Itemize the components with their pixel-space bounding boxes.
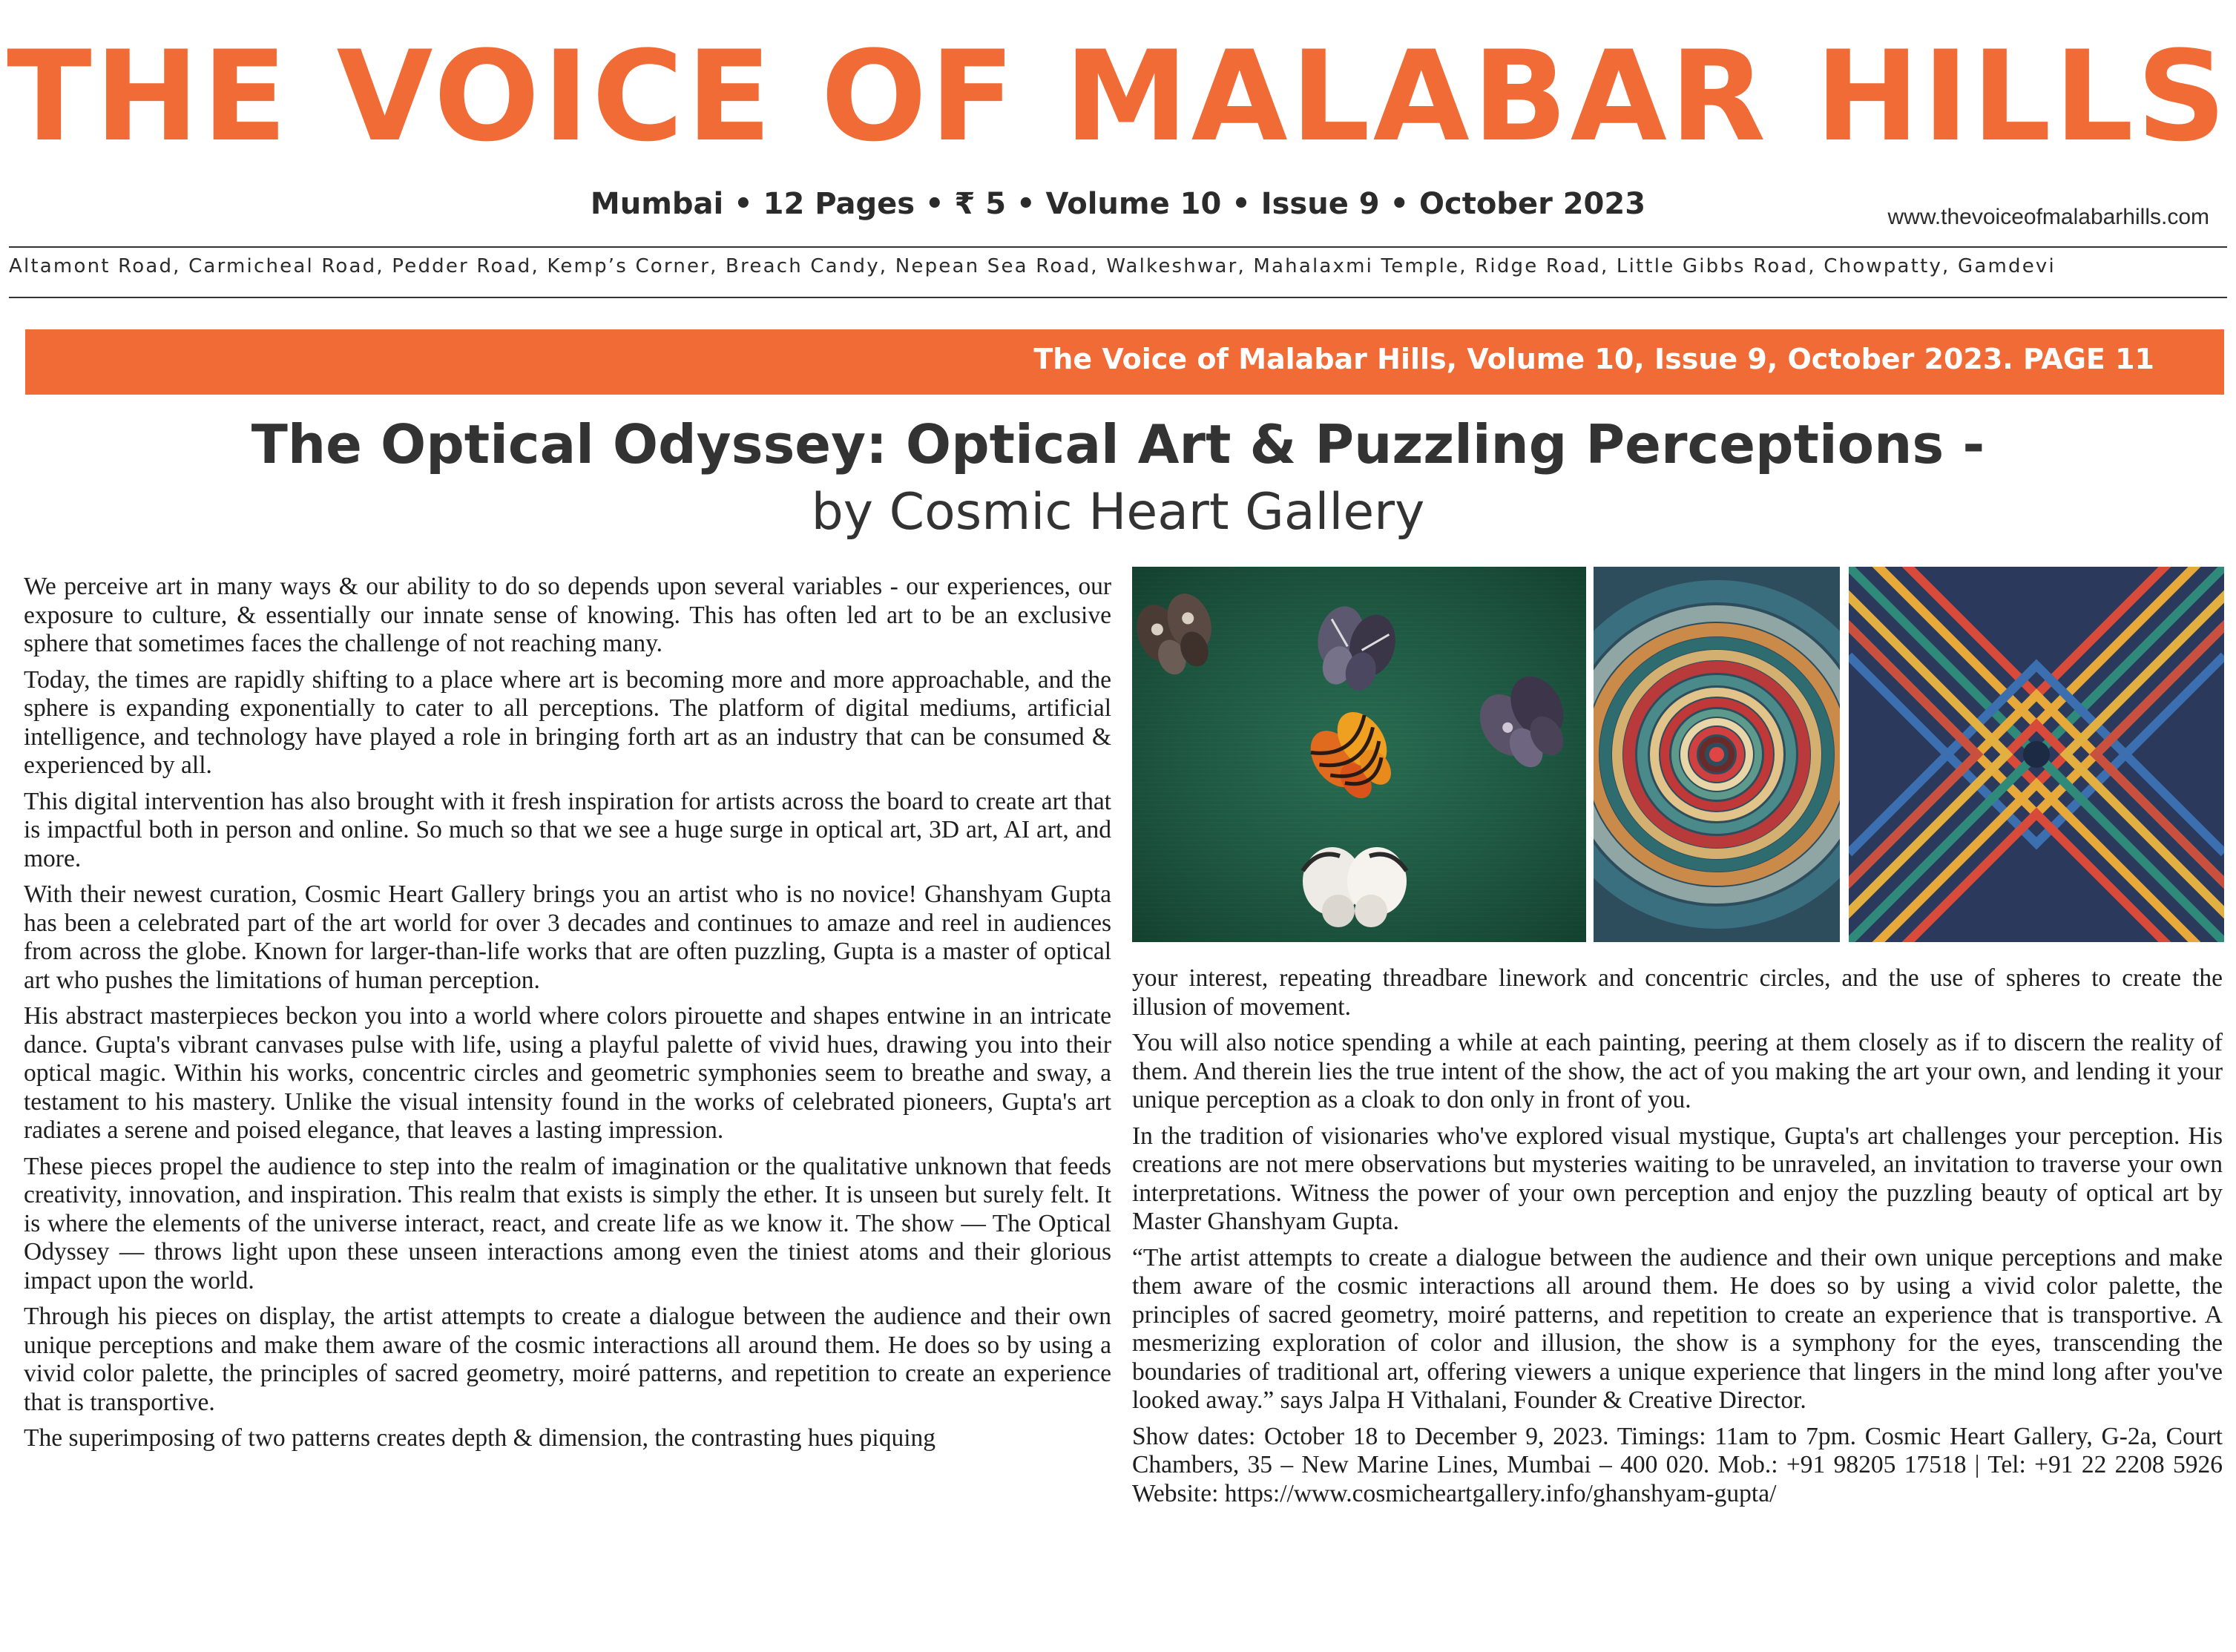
issue-line: Mumbai • 12 Pages • ₹ 5 • Volume 10 • Issue 9 • October 2023 [590,187,1646,221]
paragraph: “The artist attempts to create a dialogue between the audience and their own unique perceptions and make them aware of the cosmic interactions all around them. He does so by using a vivid color palette, the principles of sacred geometry, moiré patterns, and repetition to create an experience that is transportive. A mesmerizing exploration of color and illusion, the show is a symphony for the eyes, transcending the boundaries of traditional art, offering viewers a unique experience that lingers in the mind long after you've looked away.” says Jalpa H Vithalani, Founder & Creative Director. [1132,1243,2223,1414]
paragraph: We perceive art in many ways & our ability to do so depends upon several variables - our experiences, our exposure to culture, & essentially our innate sense of knowing. This has often led art to be an exclusive sphere that sometimes faces the challenge of not reaching many. [24,573,1111,657]
paragraph: your interest, repeating threadbare linework and concentric circles, and the use of spheres to create the illusion of movement. [1132,964,2223,1021]
paragraph: His abstract masterpieces beckon you into a world where colors pirouette and shapes entwine in an intricate dance. Gupta's vibrant canvases pulse with life, using a playful palette of vivid hues, drawing you into their optical magic. Within his works, concentric circles and geometric symphonies seem to breathe and sway, a testament to his mastery. Unlike the visual intensity found in the works of celebrated pioneers, Gupta's art radiates a serene and poised elegance, that leaves a lasting impression. [24,1002,1111,1144]
page-banner [25,329,2224,395]
paragraph: This digital intervention has also brought with it fresh inspiration for artists across the board to create art that is impactful both in person and online. So much so that we see a huge surge in optical art, 3D art, AI art, and more. [24,787,1111,872]
divider-top [9,246,2227,248]
paragraph: You will also notice spending a while at each painting, peering at them closely as if to discern the reality of them. And therein lies the true intent of the show, the act of you making the art your own, and lending it your unique perception as a cloak to don only in front of you. [1132,1029,2223,1113]
paragraph: With their newest curation, Cosmic Heart Gallery brings you an artist who is no novice! Ghanshyam Gupta has been a celebrated part of the art world for over 3 decades and continues to amaze and reel in audiences from across the globe. Known for larger-than-life works that are often puzzling, Gupta is a master of optical art who pushes the limitations of human perception. [24,881,1111,994]
show-details: Show dates: October 18 to December 9, 2023. Timings: 11am to 7pm. Cosmic Heart Gallery, G-2a, Court Chambers, 35 – New Marine Lines, Mumbai – 400 020. Mob.: +91 98205 17518 | Tel: +91 22 2208 5926 Website: https://www.cosmicheartgallery.info/ghanshyam-gupta/ [1132,1422,2223,1507]
paragraph: The superimposing of two patterns creates depth & dimension, the contrasting hues piquing [24,1424,936,1452]
website-link[interactable]: www.thevoiceofmalabarhills.com [1887,205,2209,229]
paragraph: These pieces propel the audience to step into the realm of imagination or the qualitative unknown that feeds creativity, innovation, and inspiration. This realm that exists is simply the ether. It is unseen but surely felt. It is where the elements of the universe interact, react, and create life as we know it. The show — The Optical Odyssey — throws light upon these unseen interactions among even the tiniest atoms and their glorious impact upon the world. [24,1152,1111,1294]
paragraph: In the tradition of visionaries who've explored visual mystique, Gupta's art challenges your perception. His creations are not mere observations but mysteries waiting to be unraveled, an invitation to traverse your own interpretations. Witness the power of your own perception and enjoy the puzzling beauty of optical art by Master Ghanshyam Gupta. [1132,1122,2223,1235]
butterflies-painting [1132,567,1586,942]
article-subhead: by Cosmic Heart Gallery [811,483,1425,542]
page-banner-text: The Voice of Malabar Hills, Volume 10, Issue 9, October 2023. PAGE 11 [1033,343,2154,375]
concentric-circles-painting [1594,567,1840,942]
paragraph: Through his pieces on display, the artist attempts to create a dialogue between the audience and their own unique perceptions and make them aware of the cosmic interactions all around them. He does so by using a vivid color palette, the principles of sacred geometry, moiré patterns, and repetition to create an experience that is transportive. [24,1303,1111,1416]
article-right-column [1132,964,2223,1516]
divider-bottom [9,297,2227,298]
roads-list: Altamont Road, Carmicheal Road, Pedder Road, Kemp’s Corner, Breach Candy, Nepean Sea Road, Walkeshwar, Mahalaxmi Temple, Ridge Road, Little Gibbs Road, Chowpatty, Gamdevi [9,255,2056,277]
masthead-title: THE VOICE OF MALABAR HILLS [7,24,2229,169]
article-headline: The Optical Odyssey: Optical Art & Puzzling Perceptions - [251,413,1985,475]
paragraph: Today, the times are rapidly shifting to a place where art is becoming more and more approachable, and the sphere is expanding exponentially to cater to all perceptions. The platform of digital mediums, artificial intelligence, and technology have played a role in bringing forth art as an industry that can be consumed & experienced by all. [24,665,1111,779]
article-left-column [24,573,1111,1461]
chevron-pattern-painting [1849,567,2224,942]
